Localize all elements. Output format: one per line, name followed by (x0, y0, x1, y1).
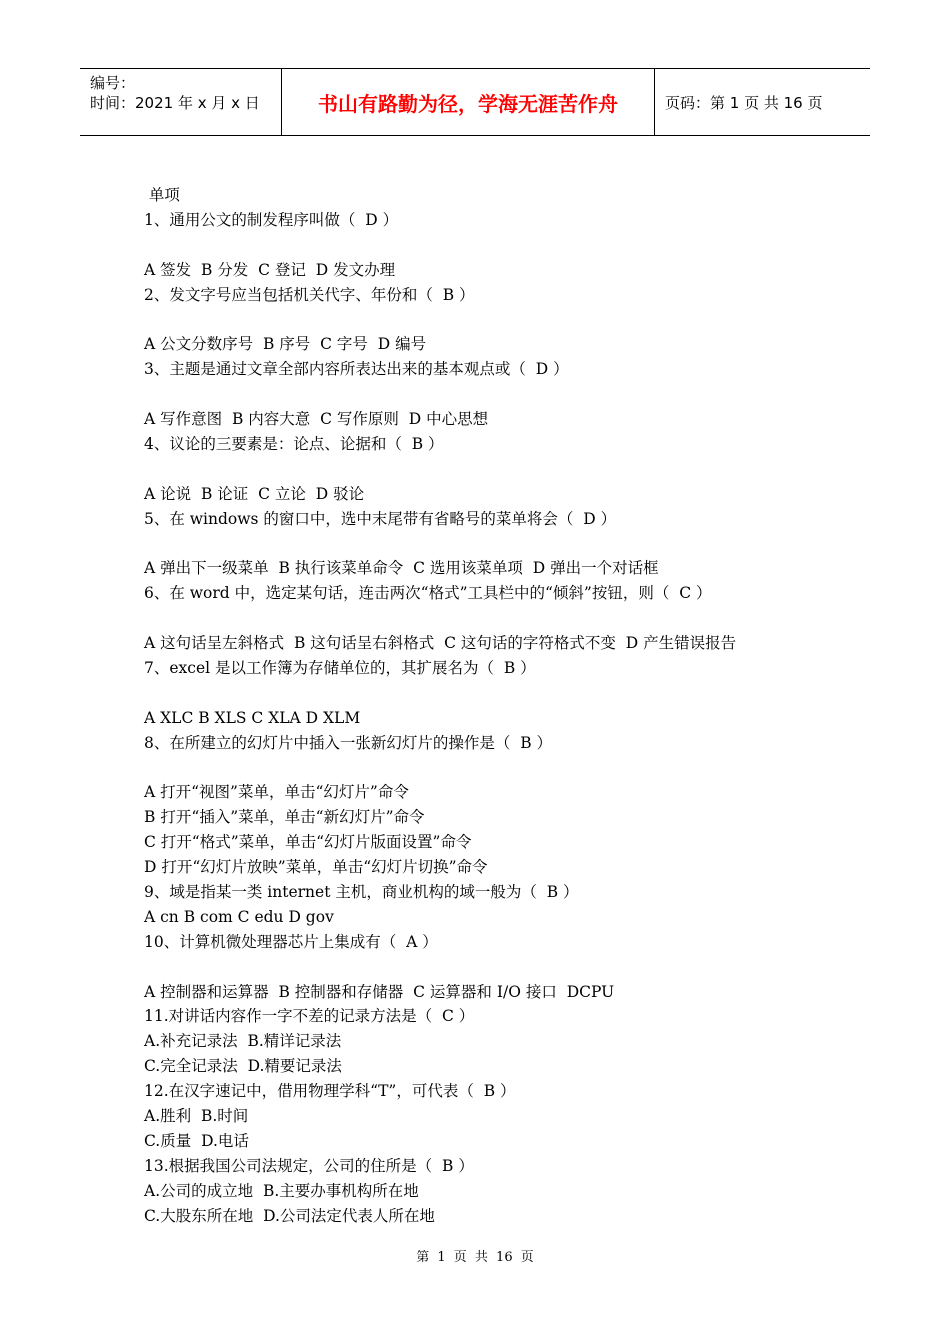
text-line: 单项 (144, 186, 180, 204)
text-line: A.补充记录法 B.精详记录法 (144, 1032, 342, 1051)
text-line: A 签发 B 分发 C 登记 D 发文办理 (144, 260, 396, 279)
text-line: C.质量 D.电话 (144, 1131, 249, 1150)
text-line: 13.根据我国公司法规定，公司的住所是（ B ） (144, 1156, 474, 1175)
text-line: 8、在所建立的幻灯片中插入一张新幻灯片的操作是（ B ） (144, 733, 553, 752)
text-line (144, 755, 844, 780)
text-line: C.大股东所在地 D.公司法定代表人所在地 (144, 1206, 435, 1225)
text-line: 3、主题是通过文章全部内容所表达出来的基本观点或（ D ） (144, 360, 569, 379)
text-line: 4、议论的三要素是：论点、论据和（ B ） (144, 434, 444, 453)
text-line: 9、域是指某一类 internet 主机，商业机构的域一般为（ B ） (144, 882, 579, 901)
page-footer: 第 1 页 共 16 页 (416, 1250, 534, 1265)
text-line: A 控制器和运算器 B 控制器和存储器 C 运算器和 I/O 接口 DCPU (144, 982, 615, 1001)
text-line: 11.对讲话内容作一字不差的记录方法是（ C ） (144, 1007, 475, 1026)
text-line (144, 307, 844, 332)
text-line: C 打开“格式”菜单，单击“幻灯片版面设置”命令 (144, 833, 472, 852)
document-time-label: 时间：2021 年 x 月 x 日 (90, 94, 260, 112)
text-line: 6、在 word 中，选定某句话，连击两次“格式”工具栏中的“倾斜”按钮，则（ C ） (144, 584, 712, 603)
text-line: B 打开“插入”菜单，单击“新幻灯片”命令 (144, 808, 425, 827)
text-line (144, 233, 844, 258)
text-line: A 这句话呈左斜格式 B 这句话呈右斜格式 C 这句话的字符格式不变 D 产生错误报告 (144, 634, 737, 653)
text-line: A.胜利 B.时间 (144, 1106, 249, 1125)
text-line (144, 457, 844, 482)
text-line: 7、excel 是以工作簿为存储单位的，其扩展名为（ B ） (144, 658, 536, 677)
text-line: A cn B com C edu D gov (144, 907, 334, 926)
header-meta-cell (80, 69, 282, 135)
text-line (144, 681, 844, 706)
header-motto-cell (282, 69, 655, 135)
text-line: A 弹出下一级菜单 B 执行该菜单命令 C 选用该菜单项 D 弹出一个对话框 (144, 559, 659, 578)
header-page-number: 页码：第 1 页 共 16 页 (665, 93, 823, 112)
header-table (80, 68, 870, 136)
text-line: A.公司的成立地 B.主要办事机构所在地 (144, 1181, 419, 1200)
text-line: C.完全记录法 D.精要记录法 (144, 1057, 342, 1076)
document-body (144, 183, 844, 1228)
text-line (144, 955, 844, 980)
text-line: 10、计算机微处理器芯片上集成有（ A ） (144, 932, 438, 951)
text-line: A XLC B XLS C XLA D XLM (144, 708, 361, 727)
text-line: 2、发文字号应当包括机关代字、年份和（ B ） (144, 285, 475, 304)
text-line: A 论说 B 论证 C 立论 D 驳论 (144, 484, 365, 503)
text-line: A 写作意图 B 内容大意 C 写作原则 D 中心思想 (144, 410, 489, 429)
text-line: 12.在汉字速记中，借用物理学科“T”，可代表（ B ） (144, 1082, 516, 1101)
text-line: A 公文分数序号 B 序号 C 字号 D 编号 (144, 335, 427, 354)
text-line: 1、通用公文的制发程序叫做（ D ） (144, 210, 399, 229)
text-line (144, 531, 844, 556)
text-line: D 打开“幻灯片放映”菜单，单击“幻灯片切换”命令 (144, 858, 488, 877)
text-line (144, 382, 844, 407)
document-number-label: 编号： (90, 74, 136, 92)
header-motto: 书山有路勤为径，学海无涯苦作舟 (318, 91, 618, 116)
header-page-cell (655, 69, 870, 135)
text-line: A 打开“视图”菜单，单击“幻灯片”命令 (144, 783, 409, 802)
text-line (144, 606, 844, 631)
text-line: 5、在 windows 的窗口中，选中末尾带有省略号的菜单将会（ D ） (144, 509, 617, 528)
